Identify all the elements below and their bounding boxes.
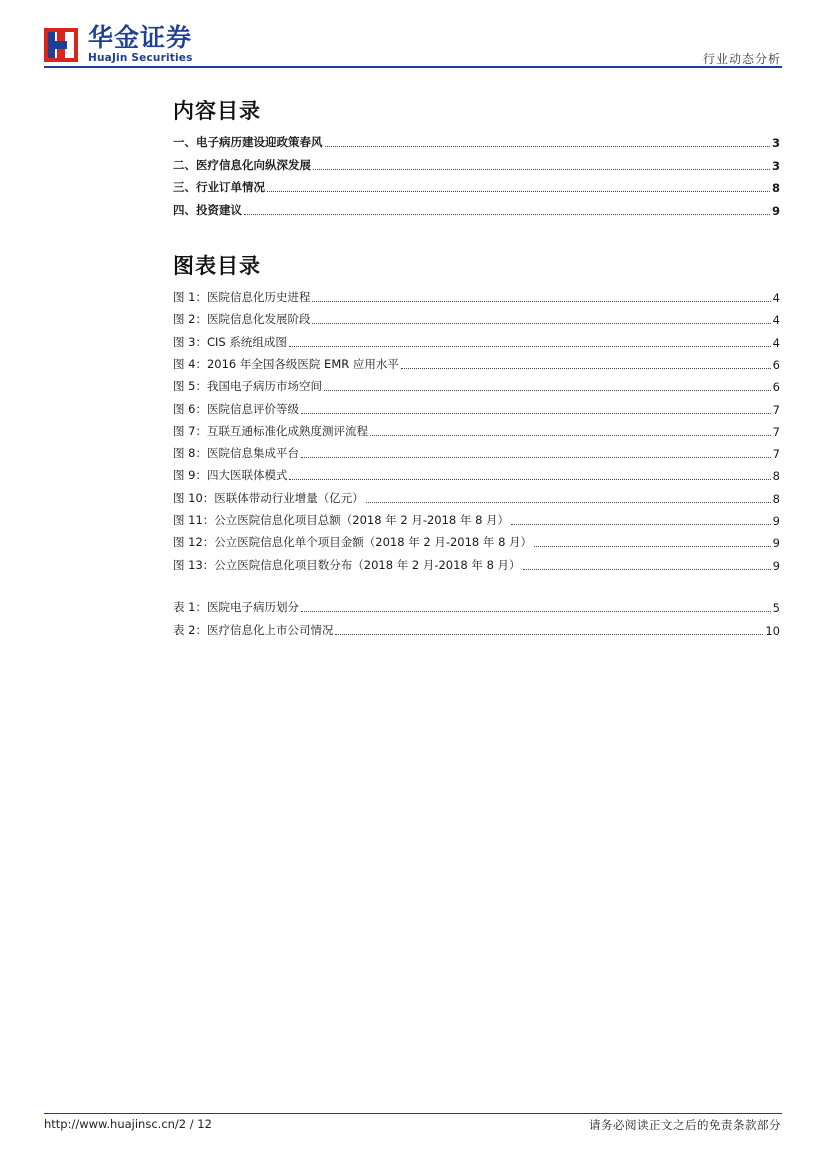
toc-entry-page: 4: [772, 313, 780, 328]
toc-leader-dots: [289, 478, 770, 480]
toc-entry[interactable]: [173, 202, 780, 218]
toc-entry-page: 6: [772, 380, 780, 395]
toc-leader-dots: [370, 434, 771, 436]
toc-entry[interactable]: [173, 512, 780, 528]
toc-entry[interactable]: [173, 134, 780, 150]
toc-entry[interactable]: [173, 622, 780, 638]
toc-entry[interactable]: [173, 179, 780, 195]
toc-leader-dots: [312, 300, 770, 302]
toc-leader-dots: [335, 633, 763, 635]
toc-entry[interactable]: [173, 334, 780, 350]
toc-entry-page: 8: [772, 469, 780, 484]
toc-leader-dots: [523, 568, 771, 570]
toc-entry-page: 3: [771, 136, 780, 150]
toc-entry-label: 图 13：公立医院信息化项目数分布（2018 年 2 月-2018 年 8 月）: [173, 557, 521, 572]
toc-entry-label: 图 2：医院信息化发展阶段: [173, 312, 311, 327]
toc-entry-page: 3: [771, 158, 780, 173]
report-type: 行业动态分析: [702, 52, 781, 66]
toc-leader-dots: [244, 213, 770, 215]
toc-entry-label: 一、电子病历建设迎政策春风: [173, 135, 323, 149]
toc-entry[interactable]: [173, 289, 780, 305]
toc-leader-dots: [401, 367, 771, 369]
toc-leader-dots: [267, 190, 770, 192]
header-divider: [44, 66, 782, 68]
toc-entry-page: 4: [772, 335, 780, 350]
toc-entry[interactable]: [173, 534, 780, 550]
toc-entry-label: 图 10：医联体带动行业增量（亿元）: [173, 490, 364, 505]
toc-entry-page: 7: [772, 447, 780, 462]
toc-entry-page: 9: [772, 514, 780, 528]
footer-disclaimer: 请务必阅读正文之后的免责条款部分: [589, 1118, 781, 1132]
page-header: [0, 0, 827, 70]
toc-entry-label: 三、行业订单情况: [173, 180, 265, 194]
toc-entry-page: 7: [772, 402, 780, 417]
footer-divider: [44, 1113, 782, 1114]
toc-entry-label: 图 9：四大医联体模式: [173, 468, 288, 483]
brand-name-en: HuaJin Securities: [88, 52, 193, 64]
huajin-logo-icon: [44, 28, 78, 62]
toc-leader-dots: [301, 412, 771, 414]
toc-entry[interactable]: [173, 557, 780, 573]
toc-entry-label: 图 4：2016 年全国各级医院 EMR 应用水平: [173, 356, 399, 371]
toc-leader-dots: [534, 545, 771, 547]
toc-entry-page: 7: [772, 424, 780, 439]
toc-entry-page: 8: [772, 491, 780, 506]
toc-entry-page: 10: [765, 623, 780, 638]
toc-entry-page: 8: [771, 181, 780, 195]
toc-entry-label: 图 3：CIS 系统组成图: [173, 334, 287, 349]
toc-entry-label: 图 1：医院信息化历史进程: [173, 290, 311, 304]
toc-entry-page: 5: [772, 601, 780, 615]
toc-leader-dots: [301, 456, 771, 458]
toc-entry-label: 二、医疗信息化向纵深发展: [173, 157, 311, 172]
contents-title: 内容目录: [173, 99, 261, 123]
toc-entry-label: 图 11：公立医院信息化项目总额（2018 年 2 月-2018 年 8 月）: [173, 513, 510, 527]
toc-leader-dots: [312, 322, 770, 324]
toc-entry[interactable]: [173, 599, 780, 615]
toc-entry-page: 9: [772, 536, 780, 551]
toc-leader-dots: [366, 501, 771, 503]
toc-entry[interactable]: [173, 423, 780, 439]
brand-name-cn: 华金证券: [88, 23, 193, 52]
toc-entry[interactable]: [173, 445, 780, 461]
toc-entry[interactable]: [173, 401, 780, 417]
toc-entry[interactable]: [173, 356, 780, 372]
toc-entry-label: 图 7：互联互通标准化成熟度测评流程: [173, 423, 368, 438]
toc-entry-label: 图 6：医院信息评价等级: [173, 401, 299, 416]
toc-entry-label: 图 5：我国电子病历市场空间: [173, 379, 322, 394]
toc-entry[interactable]: [173, 467, 780, 483]
toc-entry[interactable]: [173, 311, 780, 327]
toc-entry-label: 图 12：公立医院信息化单个项目金额（2018 年 2 月-2018 年 8 月）: [173, 535, 533, 550]
toc-entry-label: 表 1：医院电子病历划分: [173, 600, 299, 614]
toc-leader-dots: [301, 610, 771, 612]
toc-entry-page: 6: [772, 357, 780, 372]
toc-entry-label: 图 8：医院信息集成平台: [173, 446, 299, 461]
toc-entry[interactable]: [173, 490, 780, 506]
toc-leader-dots: [325, 145, 770, 147]
toc-entry-page: 4: [772, 291, 780, 305]
toc-leader-dots: [511, 523, 771, 525]
toc-entry-page: 9: [771, 203, 780, 218]
toc-leader-dots: [313, 168, 770, 170]
toc-entry-label: 表 2：医疗信息化上市公司情况: [173, 622, 334, 637]
toc-entry[interactable]: [173, 157, 780, 173]
toc-entry[interactable]: [173, 378, 780, 394]
figures-title: 图表目录: [173, 254, 261, 278]
toc-entry-label: 四、投资建议: [173, 202, 242, 217]
toc-leader-dots: [324, 389, 771, 391]
toc-leader-dots: [289, 345, 771, 347]
toc-entry-page: 9: [772, 558, 780, 573]
footer-url-page[interactable]: http://www.huajinsc.cn/2 / 12: [44, 1117, 212, 1131]
